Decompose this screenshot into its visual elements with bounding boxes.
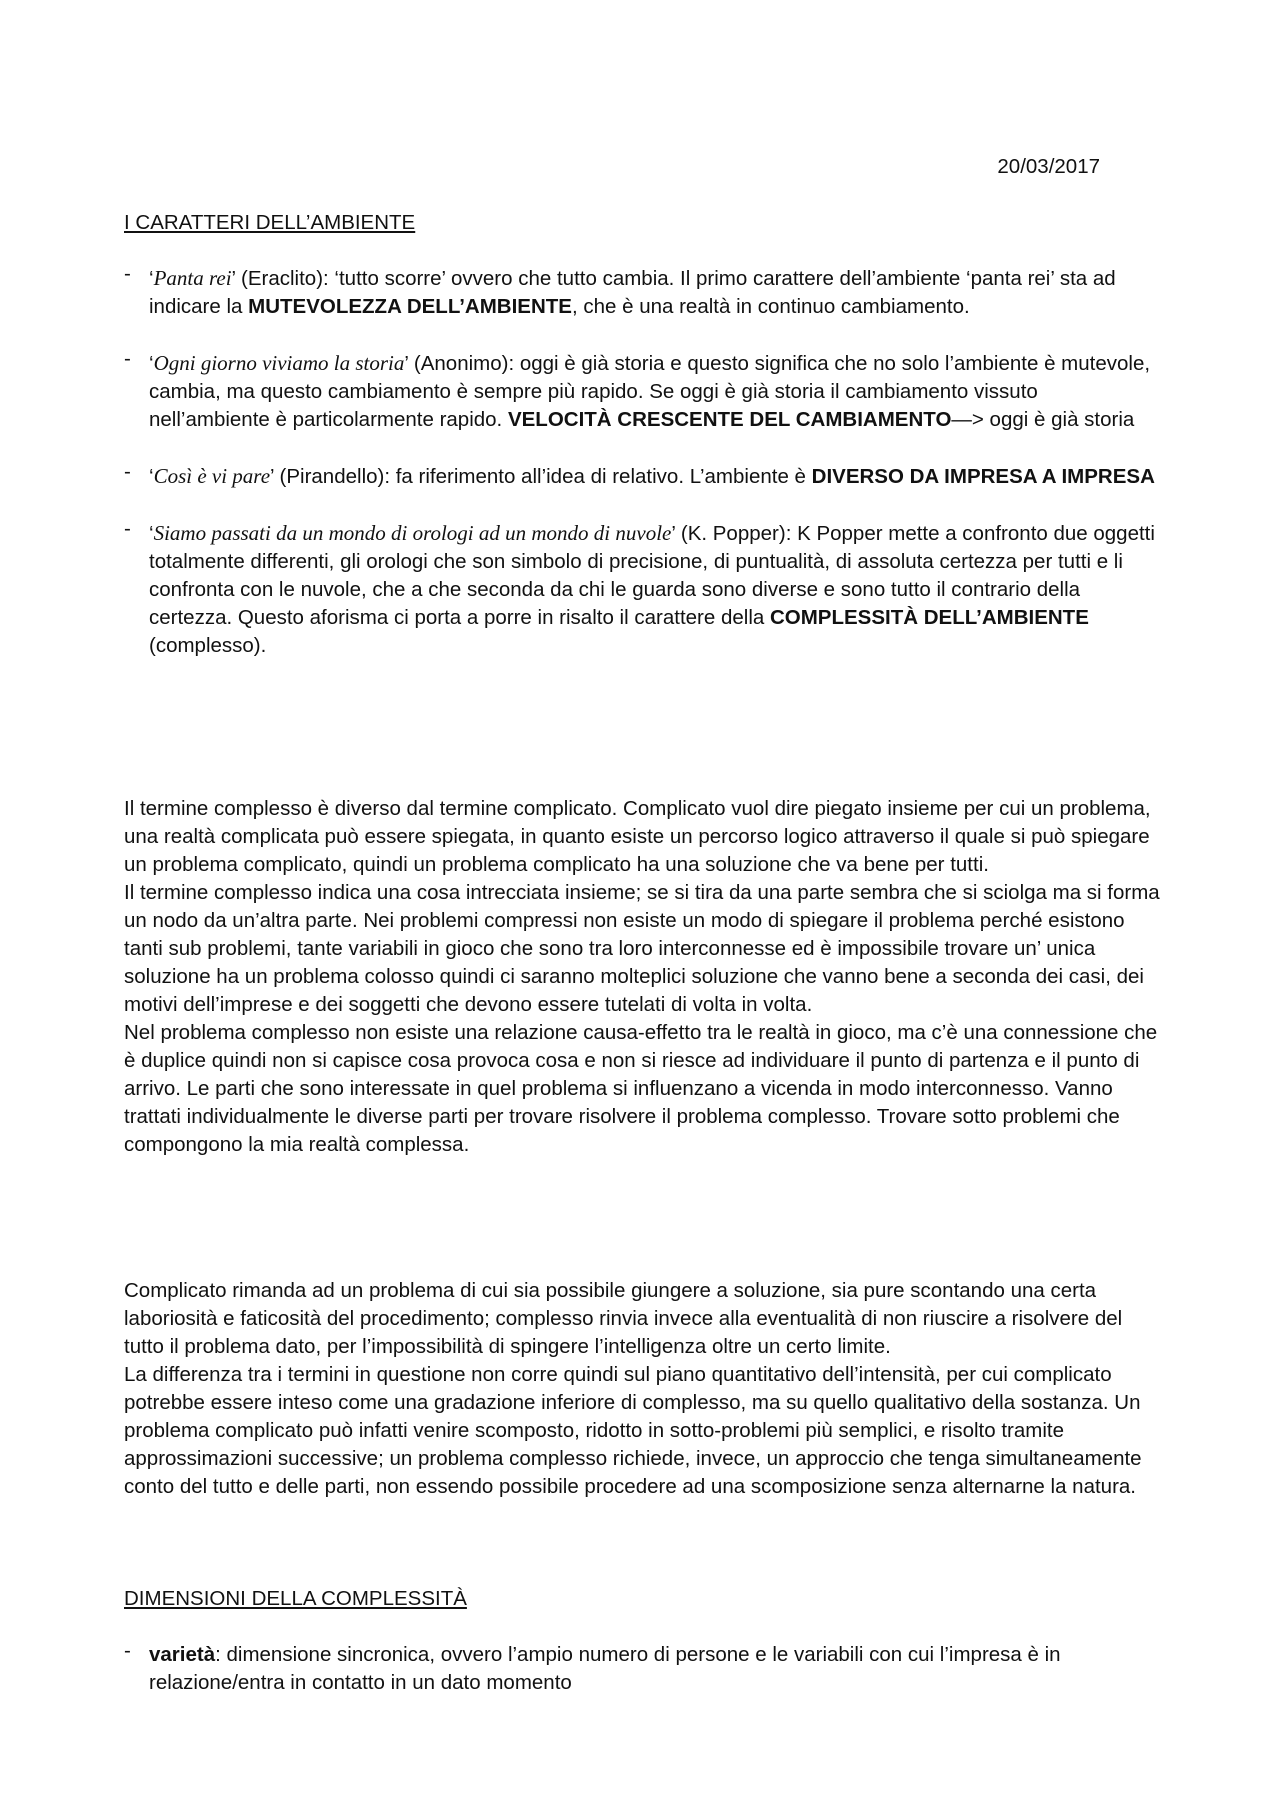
- item-text: (Eraclito): ‘tutto scorre’ ovvero che tutto cambia. Il primo carattere dell’ambiente ‘panta rei’ sta ad indicare la: [149, 267, 1116, 318]
- item-bold-text: DIVERSO DA IMPRESA A IMPRESA: [811, 465, 1155, 488]
- list-item: [124, 1641, 1164, 1697]
- paragraph: Complicato rimanda ad un problema di cui sia possibile giungere a soluzione, sia pure scontando una certa laboriosità e faticosità del procedimento; complesso rinvia invece alla eventualità di non riuscire a risolvere del tutto il problema dato, per l’impossibilità di spingere l’intelligenza oltre un certo limite.: [124, 1279, 1123, 1358]
- list-item: - ‘Panta rei’ (Eraclito): ‘tutto scorre’ ovvero che tutto cambia. Il primo carattere dell’ambiente ‘panta rei’ sta ad indicare la MUTEVOLEZZA DELL’AMBIENTE, che è una realtà in continuo cambiamento.: [124, 264, 1164, 321]
- item-text: (complesso).: [149, 634, 267, 657]
- paragraph: Nel problema complesso non esiste una relazione causa-effetto tra le realtà in gioco, ma c’è una connessione che è duplice quindi non si capisce cosa provoca cosa e non si riesce ad individuare il punto di partenza e il punto di arrivo. Le parti che sono interessate in quel problema si influenzano a vicenda in modo interconnesso. Vanno trattati individualmente le diverse parti per trovare risolvere il problema complesso. Trovare sotto problemi che compongono la mia realtà complessa.: [124, 1021, 1158, 1156]
- paragraph: Il termine complesso è diverso dal termine complicato. Complicato vuol dire piegato insieme per cui un problema, una realtà complicata può essere spiegata, in quanto esiste un percorso logico attraverso il quale si può spiegare un problema complicato, quindi un problema complicato ha una soluzione che va bene per tutti.: [124, 797, 1151, 876]
- differenza-text: [124, 1277, 1164, 1501]
- paragraph: Il termine complesso indica una cosa intrecciata insieme; se si tira da una parte sembra che si sciolga ma si forma un nodo da un’altra parte. Nei problemi compressi non esiste un modo di spiegare il problema perché esistono tanti sub problemi, tante variabili in gioco che sono tra loro interconnesse ed è impossibile trovare un’ unica soluzione ha un problema colosso quindi ci saranno molteplici soluzione che vanno bene a seconda dei casi, dei motivi dell’imprese e dei soggetti che devono essere tutelati di volta in volta.: [124, 881, 1160, 1016]
- item-bold-text: VELOCITÀ CRESCENTE DEL CAMBIAMENTO: [507, 408, 952, 431]
- list-item: - ‘Così è vi pare’ (Pirandello): fa riferimento all’idea di relativo. L’ambiente è DIVERSO DA IMPRESA A IMPRESA: [124, 462, 1164, 491]
- dimensioni-list: [124, 1641, 1164, 1697]
- item-text: (Pirandello): fa riferimento all’idea di relativo. L’ambiente è: [273, 465, 812, 488]
- quote-text: Panta rei: [153, 266, 232, 290]
- paragraph: La differenza tra i termini in questione non corre quindi sul piano quantitativo dell’intensità, per cui complicato potrebbe essere inteso come una gradazione inferiore di complesso, ma su quello qualitativo della sostanza. Un problema complicato può infatti venire scomposto, ridotto in sotto-problemi più semplici, e risolto tramite approssimazioni successive; un problema complesso richiede, invece, un approccio che tenga simultaneamente conto del tutto e delle parti, non essendo possibile procedere ad una scomposizione senza alternarne la natura.: [124, 1363, 1142, 1498]
- item-bold-text: COMPLESSITÀ DELL’AMBIENTE: [769, 606, 1089, 629]
- list-item: - ‘Siamo passati da un mondo di orologi ad un mondo di nuvole’ (K. Popper): K Popper mette a confronto due oggetti totalmente differenti, gli orologi che son simbolo di precisione, di puntualità, di assoluta certezza per tutti e li confronta con le nuvole, che a che seconda da chi le guarda sono diverse e sono tutto il contrario della certezza. Questo aforisma ci porta a porre in risalto il carattere della COMPLESSITÀ DELL’AMBIENTE (complesso).: [124, 519, 1164, 660]
- item-text: (K. Popper): K Popper mette a confronto due oggetti totalmente differenti, gli orologi che son simbolo di precisione, di puntualità, di assoluta certezza per tutti e li confronta con le nuvole, che a che seconda da chi le guarda sono diverse e sono tutto il contrario della certezza. Questo aforisma ci porta a porre in risalto il carattere della: [149, 522, 1155, 629]
- list-item: - ‘Ogni giorno viviamo la storia’ (Anonimo): oggi è già storia e questo significa che no solo l’ambiente è mutevole, cambia, ma questo cambiamento è sempre più rapido. Se oggi è già storia il cambiamento vissuto nell’ambiente è particolarmente rapido. VELOCITÀ CRESCENTE DEL CAMBIAMENTO—> oggi è già storia: [124, 349, 1164, 434]
- item-text: , che è una realtà in continuo cambiamento.: [571, 295, 970, 318]
- document-date: 20/03/2017: [997, 155, 1100, 178]
- item-text: (Anonimo): oggi è già storia e questo significa che no solo l’ambiente è mutevole, cambia, ma questo cambiamento è sempre più rapido. Se oggi è già storia il cambiamento vissuto nell’ambiente è particolarmente rapido.: [149, 352, 1151, 431]
- quote-text: Ogni giorno viviamo la storia: [153, 351, 405, 375]
- section-heading-dimensioni: DIMENSIONI DELLA COMPLESSITÀ: [124, 1587, 467, 1610]
- caratteri-list: [124, 264, 1164, 660]
- quote-text: Siamo passati da un mondo di orologi ad un mondo di nuvole: [153, 521, 672, 545]
- item-text: —> oggi è già storia: [951, 408, 1135, 431]
- item-text: : dimensione sincronica, ovvero l’ampio numero di persone e le variabili con cui l’impresa è in relazione/entra in contatto in un dato momento: [149, 1643, 1061, 1694]
- quote-text: Così è vi pare: [153, 464, 271, 488]
- item-bold-text: MUTEVOLEZZA DELL’AMBIENTE: [248, 295, 572, 318]
- section-heading-caratteri: I CARATTERI DELL’AMBIENTE: [124, 211, 416, 234]
- complesso-complicato-text: [124, 795, 1164, 1159]
- item-bold-text: varietà: [149, 1643, 216, 1666]
